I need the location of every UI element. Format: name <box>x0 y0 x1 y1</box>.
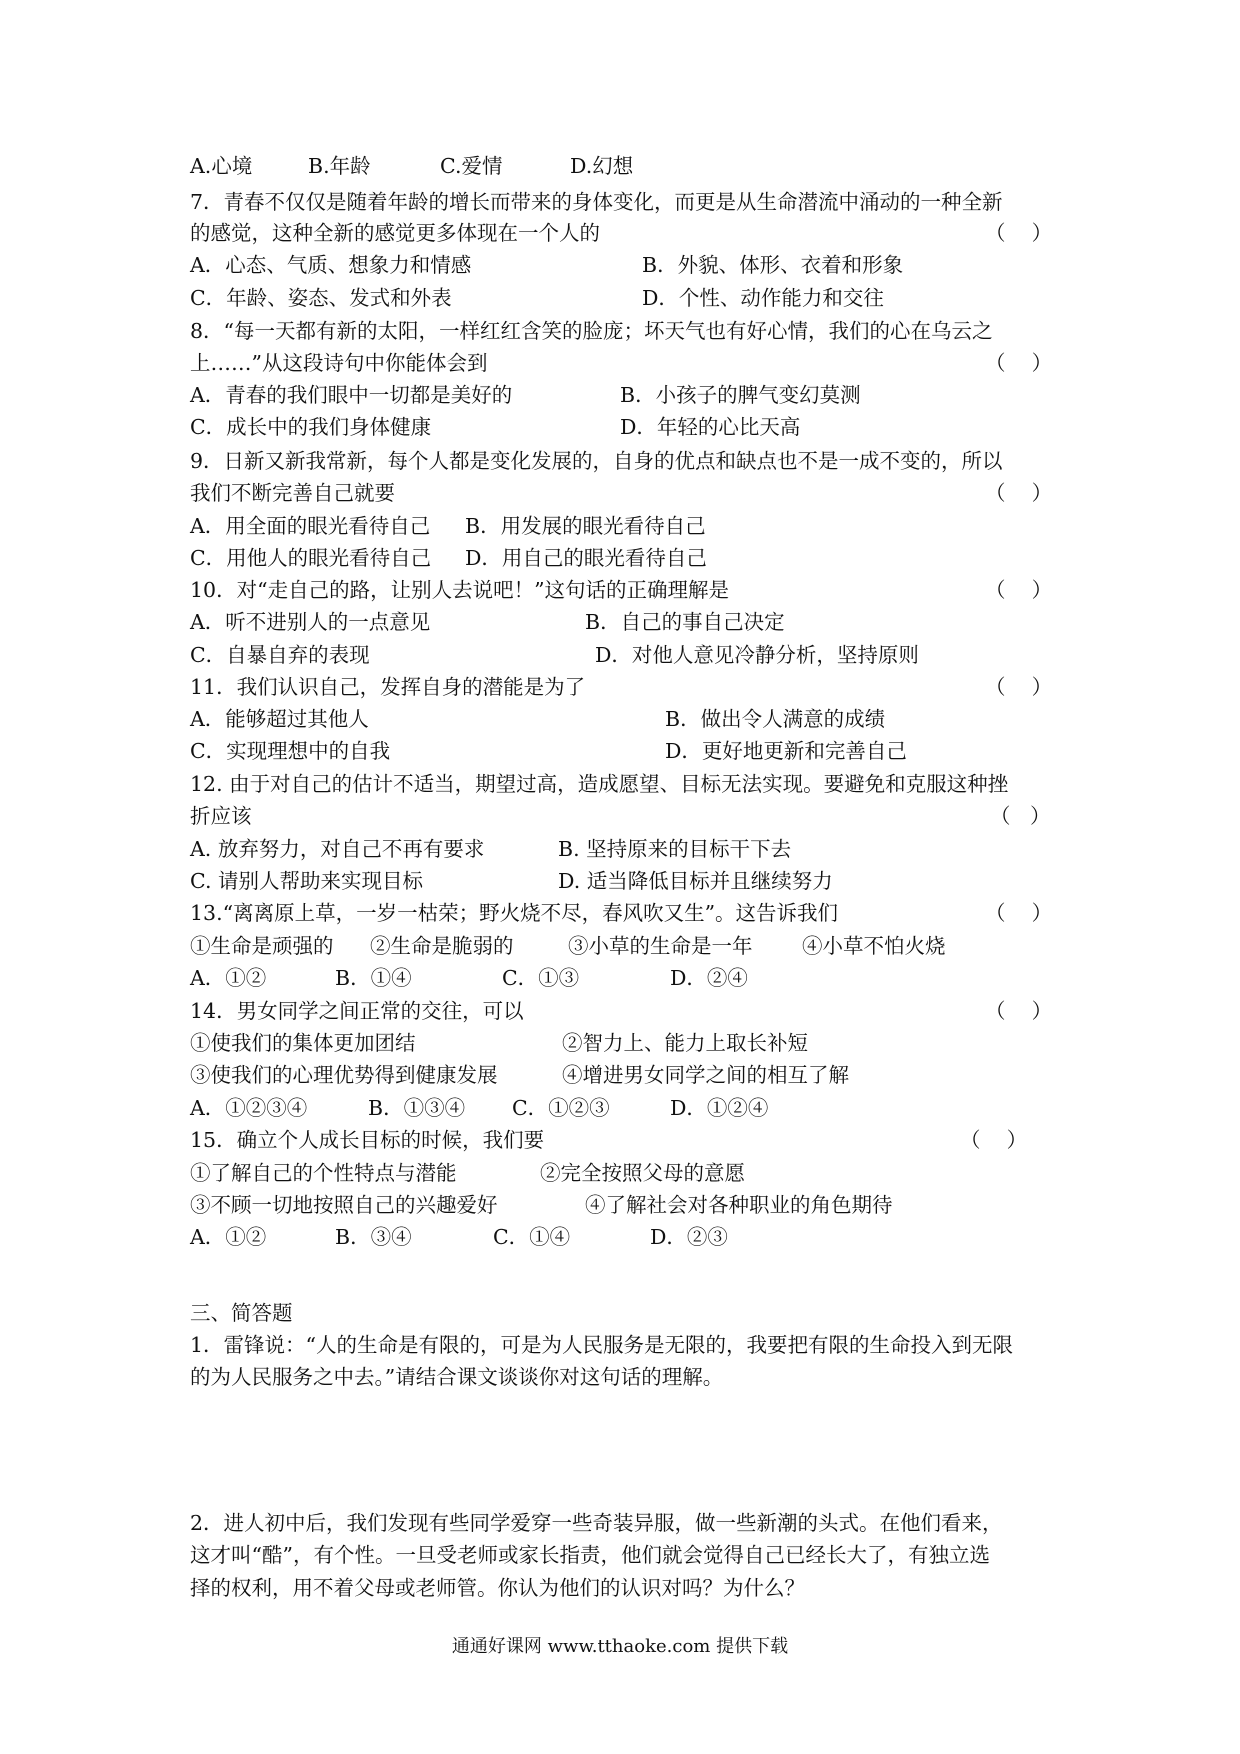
q11-option-d: D．更好地更新和完善自己 <box>665 739 907 763</box>
q9-stem-line2: 我们不断完善自己就要 <box>190 481 395 505</box>
q14-items-row1 <box>190 1028 1060 1058</box>
q12-option-b: B. 坚持原来的目标干下去 <box>558 837 792 861</box>
q6-option-b: B.年龄 <box>308 154 371 178</box>
q8-answer-bracket: （ ） <box>985 351 1053 375</box>
q9-option-c: C．用他人的眼光看待自己 <box>190 546 432 570</box>
q14-stem: 14．男女同学之间正常的交往，可以 <box>190 999 524 1023</box>
q10-answer-bracket: （ ） <box>985 578 1053 602</box>
q14-option-b: B．①③④ <box>368 1096 466 1120</box>
q8-options-row2 <box>190 412 1060 442</box>
q11-stem: 11．我们认识自己，发挥自身的潜能是为了 <box>190 675 586 699</box>
q15-stem: 15．确立个人成长目标的时候，我们要 <box>190 1128 545 1152</box>
q9-option-d: D．用自己的眼光看待自己 <box>465 546 707 570</box>
q13-item-3: ③小草的生命是一年 <box>568 934 753 958</box>
q9-options-row1 <box>190 511 1060 541</box>
q14-answer-bracket: （ ） <box>985 999 1053 1023</box>
q14-item-4: ④增进男女同学之间的相互了解 <box>562 1063 849 1087</box>
q14-item-2: ②智力上、能力上取长补短 <box>562 1031 808 1055</box>
q15-item-3: ③不顾一切地按照自己的兴趣爱好 <box>190 1193 498 1217</box>
q8-stem-line1: 8．“每一天都有新的太阳，一样红红含笑的脸庞；坏天气也有好心情，我们的心在乌云之 <box>190 319 993 343</box>
q10-option-d: D．对他人意见冷静分析，坚持原则 <box>595 643 919 667</box>
q14-options <box>190 1093 1060 1123</box>
short-answer-q2-line2: 这才叫“酷”，有个性。一旦受老师或家长指责，他们就会觉得自己已经长大了，有独立选 <box>190 1543 990 1567</box>
q13-option-c: C．①③ <box>502 966 580 990</box>
q7-stem-line1: 7．青春不仅仅是随着年龄的增长而带来的身体变化，而更是从生命潜流中涌动的一种全新 <box>190 190 1003 214</box>
q9-options-row2 <box>190 543 1060 573</box>
q10-option-a: A．听不进别人的一点意见 <box>190 610 431 634</box>
q7-option-c: C．年龄、姿态、发式和外表 <box>190 286 452 310</box>
q13-option-d: D．②④ <box>670 966 748 990</box>
q15-option-b: B．③④ <box>335 1225 412 1249</box>
q15-option-c: C．①④ <box>493 1225 571 1249</box>
q14-option-a: A．①②③④ <box>190 1096 308 1120</box>
short-answer-q2-line3: 择的权利，用不着父母或老师管。你认为他们的认识对吗？为什么？ <box>190 1576 805 1600</box>
q12-option-d: D. 适当降低目标并且继续努力 <box>558 869 833 893</box>
q15-options <box>190 1222 1060 1252</box>
q15-items-row1 <box>190 1158 1060 1188</box>
q13-item-4: ④小草不怕火烧 <box>802 934 946 958</box>
q10-stem: 10．对“走自己的路，让别人去说吧！”这句话的正确理解是 <box>190 578 730 602</box>
q8-option-b: B．小孩子的脾气变幻莫测 <box>620 383 861 407</box>
q12-option-a: A. 放弃努力，对自己不再有要求 <box>190 837 485 861</box>
short-answer-q1-line1: 1．雷锋说：“人的生命是有限的，可是为人民服务是无限的，我要把有限的生命投入到无限 <box>190 1333 1014 1357</box>
q15-item-4: ④了解社会对各种职业的角色期待 <box>585 1193 893 1217</box>
q13-items <box>190 931 1060 961</box>
q15-option-a: A．①② <box>190 1225 267 1249</box>
q7-option-b: B．外貌、体形、衣着和形象 <box>642 253 904 277</box>
q11-options-row2 <box>190 736 1060 766</box>
q6-option-a: A.心境 <box>190 154 253 178</box>
short-answer-q1-line2: 的为人民服务之中去。”请结合课文谈谈你对这句话的理解。 <box>190 1365 724 1389</box>
q15-option-d: D．②③ <box>650 1225 728 1249</box>
q7-option-a: A．心态、气质、想象力和情感 <box>190 253 472 277</box>
q7-options-row2 <box>190 283 1060 313</box>
q14-item-3: ③使我们的心理优势得到健康发展 <box>190 1063 498 1087</box>
q9-option-a: A．用全面的眼光看待自己 <box>190 514 431 538</box>
q12-options-row1 <box>190 834 1060 864</box>
q13-answer-bracket: （ ） <box>985 901 1053 925</box>
q15-answer-bracket: （ ） <box>960 1128 1028 1152</box>
q9-answer-bracket: （ ） <box>985 481 1053 505</box>
q10-option-b: B．自己的事自己决定 <box>585 610 785 634</box>
q7-option-d: D．个性、动作能力和交往 <box>642 286 884 310</box>
q14-item-1: ①使我们的集体更加团结 <box>190 1031 416 1055</box>
page-footer: 通通好课网 www.tthaoke.com 提供下载 <box>451 1636 789 1657</box>
q14-items-row2 <box>190 1060 1060 1090</box>
q8-option-d: D．年轻的心比天高 <box>620 415 801 439</box>
q12-answer-bracket: （ ） <box>990 804 1051 828</box>
q7-answer-bracket: （ ） <box>985 221 1053 245</box>
q15-item-2: ②完全按照父母的意愿 <box>540 1161 745 1185</box>
q9-option-b: B．用发展的眼光看待自己 <box>465 514 706 538</box>
q15-item-1: ①了解自己的个性特点与潜能 <box>190 1161 457 1185</box>
section-title: 三、简答题 <box>190 1301 293 1325</box>
q11-option-b: B．做出令人满意的成绩 <box>665 707 886 731</box>
q11-answer-bracket: （ ） <box>985 675 1053 699</box>
q12-stem-line2: 折应该 <box>190 804 252 828</box>
q14-option-d: D．①②④ <box>670 1096 769 1120</box>
q11-option-c: C．实现理想中的自我 <box>190 739 391 763</box>
q13-item-1: ①生命是顽强的 <box>190 934 334 958</box>
q12-stem-line1: 12. 由于对自己的估计不适当，期望过高，造成愿望、目标无法实现。要避免和克服这种挫 <box>190 772 1009 796</box>
q6-option-c: C.爱情 <box>440 154 503 178</box>
q13-stem: 13.“离离原上草，一岁一枯荣；野火烧不尽，春风吹又生”。这告诉我们 <box>190 901 839 925</box>
q11-option-a: A．能够超过其他人 <box>190 707 369 731</box>
q6-options <box>190 151 1060 181</box>
q7-options-row1 <box>190 250 1060 280</box>
q10-options-row2 <box>190 640 1060 670</box>
q8-option-c: C．成长中的我们身体健康 <box>190 415 432 439</box>
q10-option-c: C．自暴自弃的表现 <box>190 643 370 667</box>
short-answer-q2-line1: 2．进人初中后，我们发现有些同学爱穿一些奇装异服，做一些新潮的头式。在他们看来， <box>190 1511 1003 1535</box>
q13-options <box>190 963 1060 993</box>
q8-stem-line2: 上……”从这段诗句中你能体会到 <box>190 351 488 375</box>
q12-options-row2 <box>190 866 1060 896</box>
q11-options-row1 <box>190 704 1060 734</box>
q15-items-row2 <box>190 1190 1060 1220</box>
q7-stem-line2: 的感觉，这种全新的感觉更多体现在一个人的 <box>190 221 600 245</box>
q8-option-a: A．青春的我们眼中一切都是美好的 <box>190 383 513 407</box>
q9-stem-line1: 9．日新又新我常新，每个人都是变化发展的，自身的优点和缺点也不是一成不变的，所以 <box>190 449 1003 473</box>
q12-option-c: C. 请别人帮助来实现目标 <box>190 869 423 893</box>
q13-option-b: B．①④ <box>335 966 412 990</box>
q6-option-d: D.幻想 <box>570 154 634 178</box>
q14-option-c: C．①②③ <box>512 1096 610 1120</box>
q13-option-a: A．①② <box>190 966 267 990</box>
q8-options-row1 <box>190 380 1060 410</box>
q13-item-2: ②生命是脆弱的 <box>370 934 514 958</box>
q10-options-row1 <box>190 607 1060 637</box>
